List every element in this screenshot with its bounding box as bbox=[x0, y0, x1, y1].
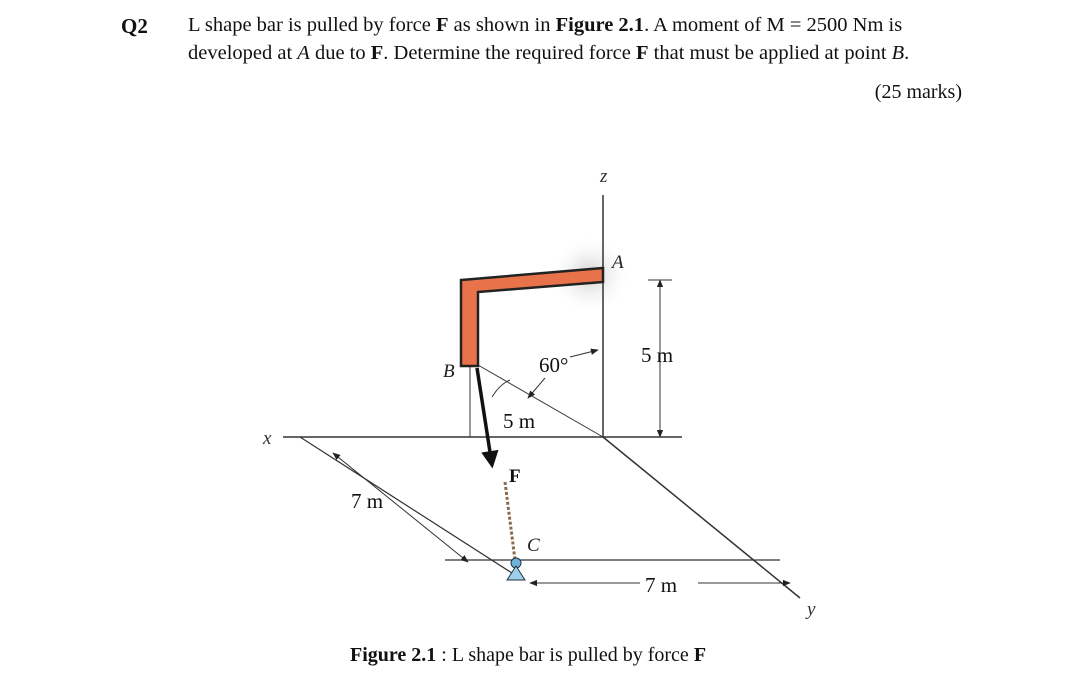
force-arrow bbox=[477, 368, 492, 465]
axis-y-label: y bbox=[807, 599, 816, 620]
point-c-label: C bbox=[527, 535, 540, 556]
ground-back-line bbox=[300, 437, 515, 575]
axis-x-label: x bbox=[263, 428, 272, 449]
y-axis-line bbox=[603, 437, 800, 598]
angle-label: 60° bbox=[539, 353, 569, 377]
point-b-label: B bbox=[443, 361, 455, 382]
rope bbox=[505, 482, 515, 560]
question-text: L shape bar is pulled by force F as shown in Figure 2.1. A moment of M = 2500 Nm is developed at A due to F. Determine the required force F that must be applied at point B. bbox=[188, 14, 910, 64]
angle-leader-2 bbox=[528, 378, 545, 398]
figure-caption: Figure 2.1 : L shape bar is pulled by force F bbox=[350, 644, 707, 666]
axis-z-label: z bbox=[600, 166, 608, 187]
angle-leader bbox=[570, 350, 598, 357]
dim-horizontal-label: 5 m bbox=[503, 409, 536, 433]
point-a-label: A bbox=[612, 252, 624, 273]
question-number: Q2 bbox=[121, 14, 148, 38]
l-shape-bar bbox=[461, 268, 603, 366]
anchor-base bbox=[507, 566, 525, 580]
dim-height-label: 5 m bbox=[641, 343, 674, 367]
dim-y-span-label: 7 m bbox=[645, 573, 678, 597]
angle-arc bbox=[492, 380, 510, 397]
dim-x-span-label: 7 m bbox=[351, 489, 384, 513]
force-label: F bbox=[509, 466, 521, 487]
marks-label: (25 marks) bbox=[874, 81, 962, 103]
